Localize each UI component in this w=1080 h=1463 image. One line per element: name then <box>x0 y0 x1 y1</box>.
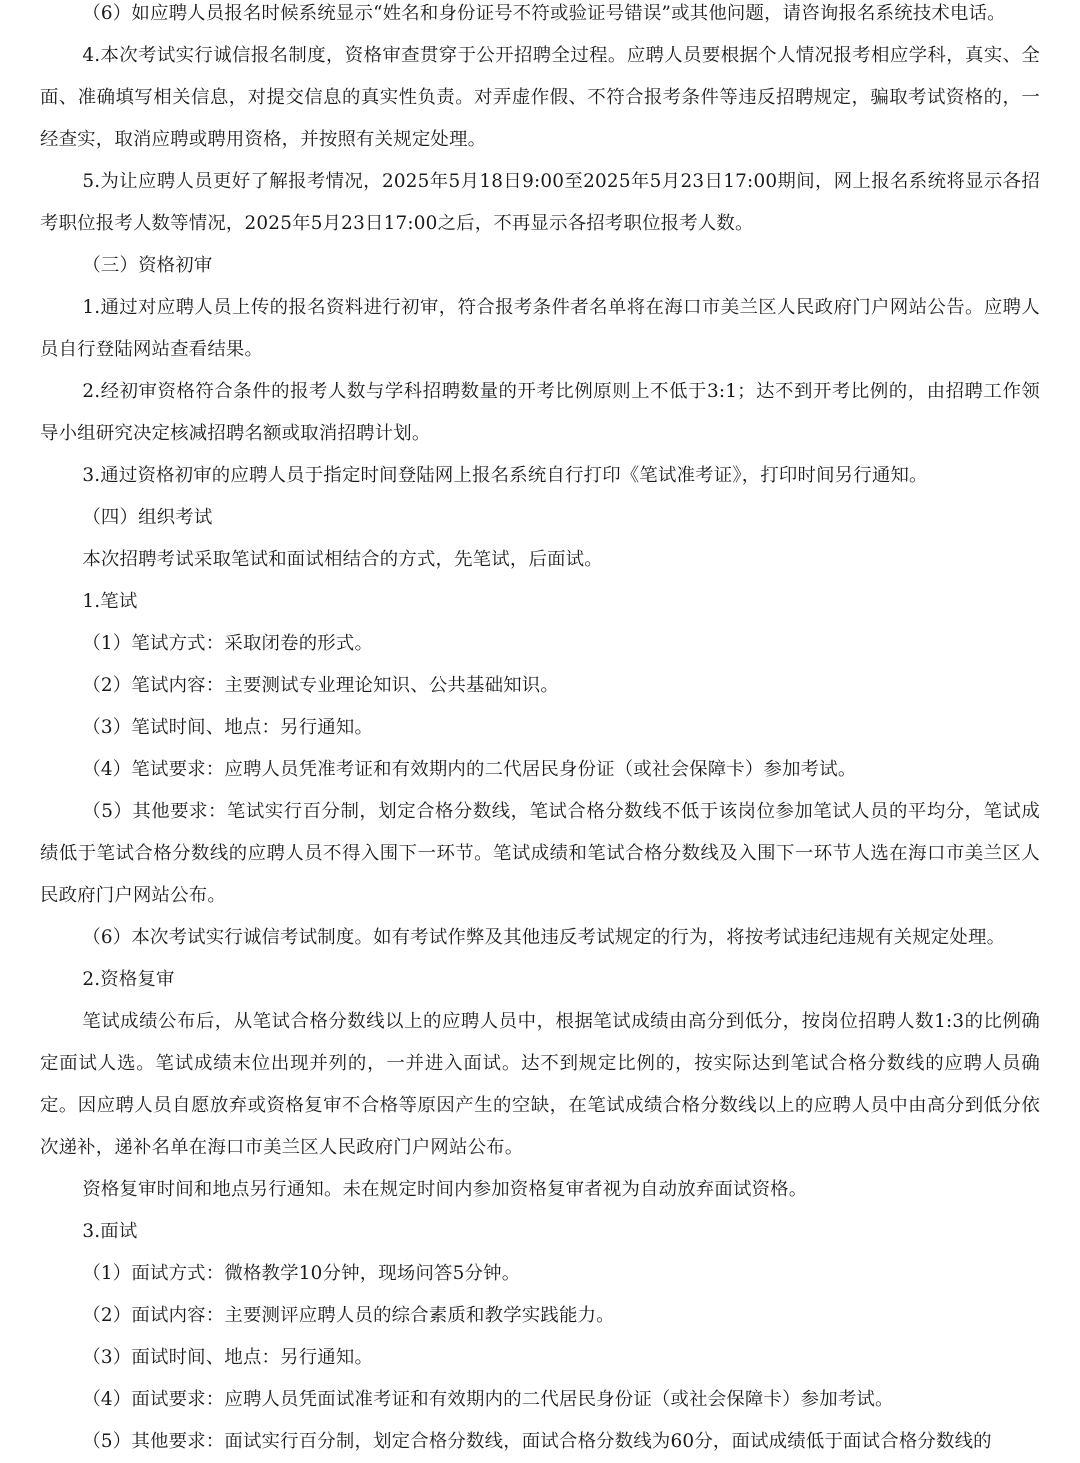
subsection-heading: 3.面试 <box>82 1221 138 1242</box>
list-item: （1）面试方式：微格教学10分钟，现场问答5分钟。 <box>82 1263 521 1284</box>
paragraph: 1.通过对应聘人员上传的报名资料进行初审，符合报考条件者名单将在海口市美兰区人民政府门户网站公告。应聘人员自行登陆网站查看结果。 <box>40 297 1040 360</box>
section-heading: （四）组织考试 <box>82 507 213 528</box>
list-item: （3）笔试时间、地点：另行通知。 <box>82 717 374 738</box>
list-item: （5）其他要求：笔试实行百分制，划定合格分数线，笔试合格分数线不低于该岗位参加笔试人员的平均分，笔试成绩低于笔试合格分数线的应聘人员不得入围下一环节。笔试成绩和笔试合格分数线及入围下一环节人选在海口市美兰区人民政府门户网站公布。 <box>40 801 1040 906</box>
paragraph: 笔试成绩公布后，从笔试合格分数线以上的应聘人员中，根据笔试成绩由高分到低分，按岗位招聘人数1:3的比例确定面试人选。笔试成绩末位出现并列的，一并进入面试。达不到规定比例的，按实际达到笔试合格分数线的应聘人员确定。因应聘人员自愿放弃或资格复审不合格等原因产生的空缺，在笔试成绩合格分数线以上的应聘人员中由高分到低分依次递补，递补名单在海口市美兰区人民政府门户网站公布。 <box>40 1011 1040 1158</box>
paragraph: 3.通过资格初审的应聘人员于指定时间登陆网上报名系统自行打印《笔试准考证》，打印时间另行通知。 <box>82 465 928 486</box>
list-item: （2）面试内容：主要测评应聘人员的综合素质和教学实践能力。 <box>82 1305 615 1326</box>
paragraph: （6）如应聘人员报名时候系统显示“姓名和身份证号不符或验证号错误”或其他问题，请咨询报名系统技术电话。 <box>82 3 1006 24</box>
paragraph: 5.为让应聘人员更好了解报考情况，2025年5月18日9:00至2025年5月23日17:00期间，网上报名系统将显示各招考职位报考人数等情况，2025年5月23日17:00之后，不再显示各招考职位报考人数。 <box>40 171 1040 234</box>
paragraph: 资格复审时间和地点另行通知。未在规定时间内参加资格复审者视为自动放弃面试资格。 <box>82 1179 808 1200</box>
list-item: （3）面试时间、地点：另行通知。 <box>82 1347 374 1368</box>
list-item: （5）其他要求：面试实行百分制，划定合格分数线，面试合格分数线为60分，面试成绩低于面试合格分数线的 <box>82 1431 992 1452</box>
subsection-heading: 2.资格复审 <box>82 969 175 990</box>
subsection-heading: 1.笔试 <box>82 591 138 612</box>
list-item: （4）笔试要求：应聘人员凭准考证和有效期内的二代居民身份证（或社会保障卡）参加考试。 <box>82 759 857 780</box>
list-item: （4）面试要求：应聘人员凭面试准考证和有效期内的二代居民身份证（或社会保障卡）参加考试。 <box>82 1389 894 1410</box>
paragraph: 4.本次考试实行诚信报名制度，资格审查贯穿于公开招聘全过程。应聘人员要根据个人情况报考相应学科，真实、全面、准确填写相关信息，对提交信息的真实性负责。对弄虚作假、不符合报考条件等违反招聘规定，骗取考试资格的，一经查实，取消应聘或聘用资格，并按照有关规定处理。 <box>40 45 1040 150</box>
list-item: （1）笔试方式：采取闭卷的形式。 <box>82 633 374 654</box>
paragraph: 本次招聘考试采取笔试和面试相结合的方式，先笔试，后面试。 <box>82 549 603 570</box>
section-heading: （三）资格初审 <box>82 255 213 276</box>
list-item: （6）本次考试实行诚信考试制度。如有考试作弊及其他违反考试规定的行为，将按考试违纪违规有关规定处理。 <box>82 927 1006 948</box>
paragraph: 2.经初审资格符合条件的报考人数与学科招聘数量的开考比例原则上不低于3:1；达不到开考比例的，由招聘工作领导小组研究决定核减招聘名额或取消招聘计划。 <box>40 381 1040 444</box>
list-item: （2）笔试内容：主要测试专业理论知识、公共基础知识。 <box>82 675 559 696</box>
